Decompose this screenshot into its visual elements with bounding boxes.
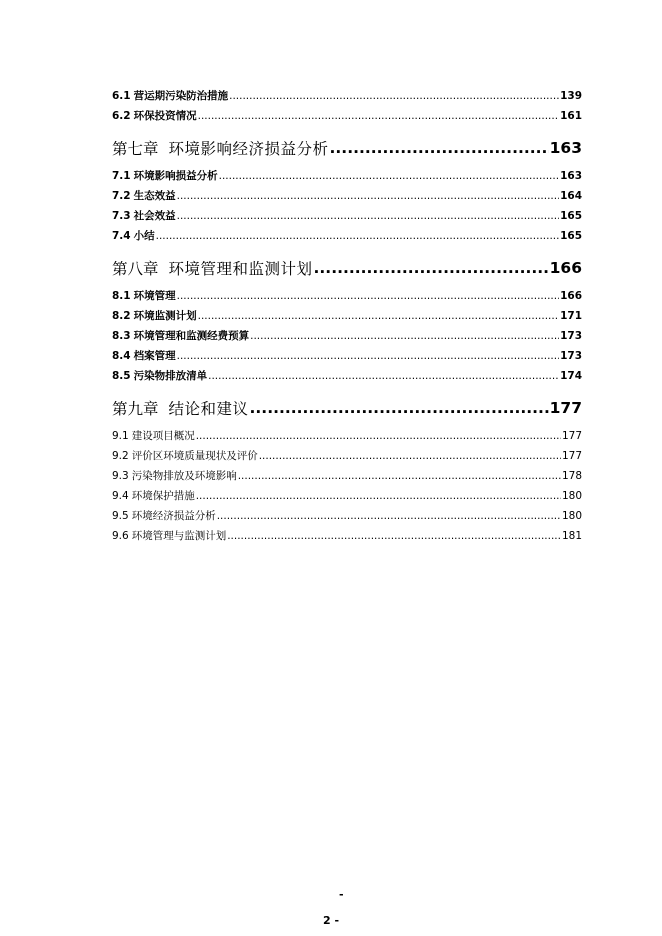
- toc-entry-8-1[interactable]: [112, 288, 582, 308]
- page-number: 181: [561, 530, 582, 542]
- section-number: 9.5: [112, 510, 129, 522]
- section-title: 营运期污染防治措施: [133, 90, 229, 102]
- dot-leader: [219, 170, 559, 182]
- chapter-label: 第九章: [112, 400, 159, 418]
- section-title: 建设项目概况: [131, 430, 195, 442]
- dot-leader: [250, 399, 549, 417]
- toc-entry-7-2[interactable]: [112, 188, 582, 208]
- page-number: 164: [560, 190, 582, 202]
- section-number: 9.4: [112, 490, 129, 502]
- section-number: 8.3: [112, 330, 131, 342]
- toc-entry-8-5[interactable]: [112, 368, 582, 388]
- section-number: 7.3: [112, 210, 131, 222]
- page-number: 173: [560, 350, 582, 362]
- dot-leader: [330, 139, 549, 157]
- toc-chapter-8[interactable]: [112, 248, 582, 288]
- toc-entry-9-4[interactable]: [112, 488, 582, 508]
- page-number: 165: [560, 230, 582, 242]
- footer-dash: -: [339, 888, 344, 901]
- dot-leader: [198, 310, 559, 322]
- page-number: 180: [561, 490, 582, 502]
- dot-leader: [177, 350, 559, 362]
- dot-leader: [229, 90, 559, 102]
- page-number: 161: [560, 110, 582, 122]
- page-number: 163: [549, 139, 582, 157]
- dot-leader: [314, 259, 549, 277]
- toc-entry-6-1[interactable]: [112, 88, 582, 108]
- dot-leader: [196, 490, 561, 502]
- page-number: 177: [561, 430, 582, 442]
- page-number: 177: [561, 450, 582, 462]
- dot-leader: [250, 330, 559, 342]
- dot-leader: [177, 210, 559, 222]
- toc-entry-9-1[interactable]: [112, 428, 582, 448]
- dot-leader: [177, 190, 559, 202]
- section-title: 环境管理与监测计划: [131, 530, 227, 542]
- section-number: 7.4: [112, 230, 131, 242]
- toc-entry-7-3[interactable]: [112, 208, 582, 228]
- chapter-title: 结论和建议: [168, 400, 249, 418]
- page-number: 171: [560, 310, 582, 322]
- section-number: 6.2: [112, 110, 131, 122]
- section-number: 6.1: [112, 90, 131, 102]
- dot-leader: [156, 230, 559, 242]
- section-title: 社会效益: [133, 210, 176, 222]
- page-number: 178: [561, 470, 582, 482]
- dot-leader: [198, 110, 559, 122]
- dot-leader: [208, 370, 559, 382]
- dot-leader: [177, 290, 559, 302]
- dot-leader: [259, 450, 561, 462]
- section-number: 8.1: [112, 290, 131, 302]
- page-number: 139: [560, 90, 582, 102]
- toc-entry-9-2[interactable]: [112, 448, 582, 468]
- toc-entry-9-5[interactable]: [112, 508, 582, 528]
- section-title: 环境管理: [133, 290, 176, 302]
- toc-entry-6-2[interactable]: [112, 108, 582, 128]
- section-title: 环境影响损益分析: [133, 170, 218, 182]
- section-number: 7.1: [112, 170, 131, 182]
- section-title: 环保投资情况: [133, 110, 197, 122]
- page-number: 165: [560, 210, 582, 222]
- section-title: 环境监测计划: [133, 310, 197, 322]
- page-number: 177: [549, 399, 582, 417]
- toc-chapter-7[interactable]: [112, 128, 582, 168]
- toc-entry-8-2[interactable]: [112, 308, 582, 328]
- chapter-title: 环境管理和监测计划: [168, 260, 313, 278]
- dot-leader: [217, 510, 561, 522]
- section-title: 污染物排放及环境影响: [131, 470, 237, 482]
- toc-entry-8-3[interactable]: [112, 328, 582, 348]
- page-number: 163: [560, 170, 582, 182]
- dot-leader: [227, 530, 561, 542]
- section-title: 环境经济损益分析: [131, 510, 216, 522]
- toc-chapter-9[interactable]: [112, 388, 582, 428]
- section-number: 8.4: [112, 350, 131, 362]
- section-title: 档案管理: [133, 350, 176, 362]
- page-number: 174: [560, 370, 582, 382]
- section-title: 生态效益: [133, 190, 176, 202]
- page-number: 166: [549, 259, 582, 277]
- section-title: 污染物排放清单: [133, 370, 208, 382]
- section-number: 7.2: [112, 190, 131, 202]
- page-number: 173: [560, 330, 582, 342]
- section-number: 9.2: [112, 450, 129, 462]
- chapter-title: 环境影响经济损益分析: [168, 140, 329, 158]
- section-title: 环境管理和监测经费预算: [133, 330, 250, 342]
- section-title: 小结: [133, 230, 155, 242]
- section-title: 环境保护措施: [131, 490, 195, 502]
- chapter-label: 第七章: [112, 140, 159, 158]
- section-number: 8.5: [112, 370, 131, 382]
- toc-entry-8-4[interactable]: [112, 348, 582, 368]
- section-number: 9.3: [112, 470, 129, 482]
- section-number: 9.6: [112, 530, 129, 542]
- section-title: 评价区环境质量现状及评价: [131, 450, 258, 462]
- chapter-label: 第八章: [112, 260, 159, 278]
- toc-entry-9-6[interactable]: [112, 528, 582, 548]
- dot-leader: [196, 430, 561, 442]
- section-number: 9.1: [112, 430, 129, 442]
- toc-entry-9-3[interactable]: [112, 468, 582, 488]
- toc-entry-7-1[interactable]: [112, 168, 582, 188]
- toc-entry-7-4[interactable]: [112, 228, 582, 248]
- footer-page-number: 2 -: [323, 914, 340, 927]
- page-number: 180: [561, 510, 582, 522]
- dot-leader: [238, 470, 561, 482]
- table-of-contents: [112, 88, 582, 548]
- section-number: 8.2: [112, 310, 131, 322]
- page-number: 166: [560, 290, 582, 302]
